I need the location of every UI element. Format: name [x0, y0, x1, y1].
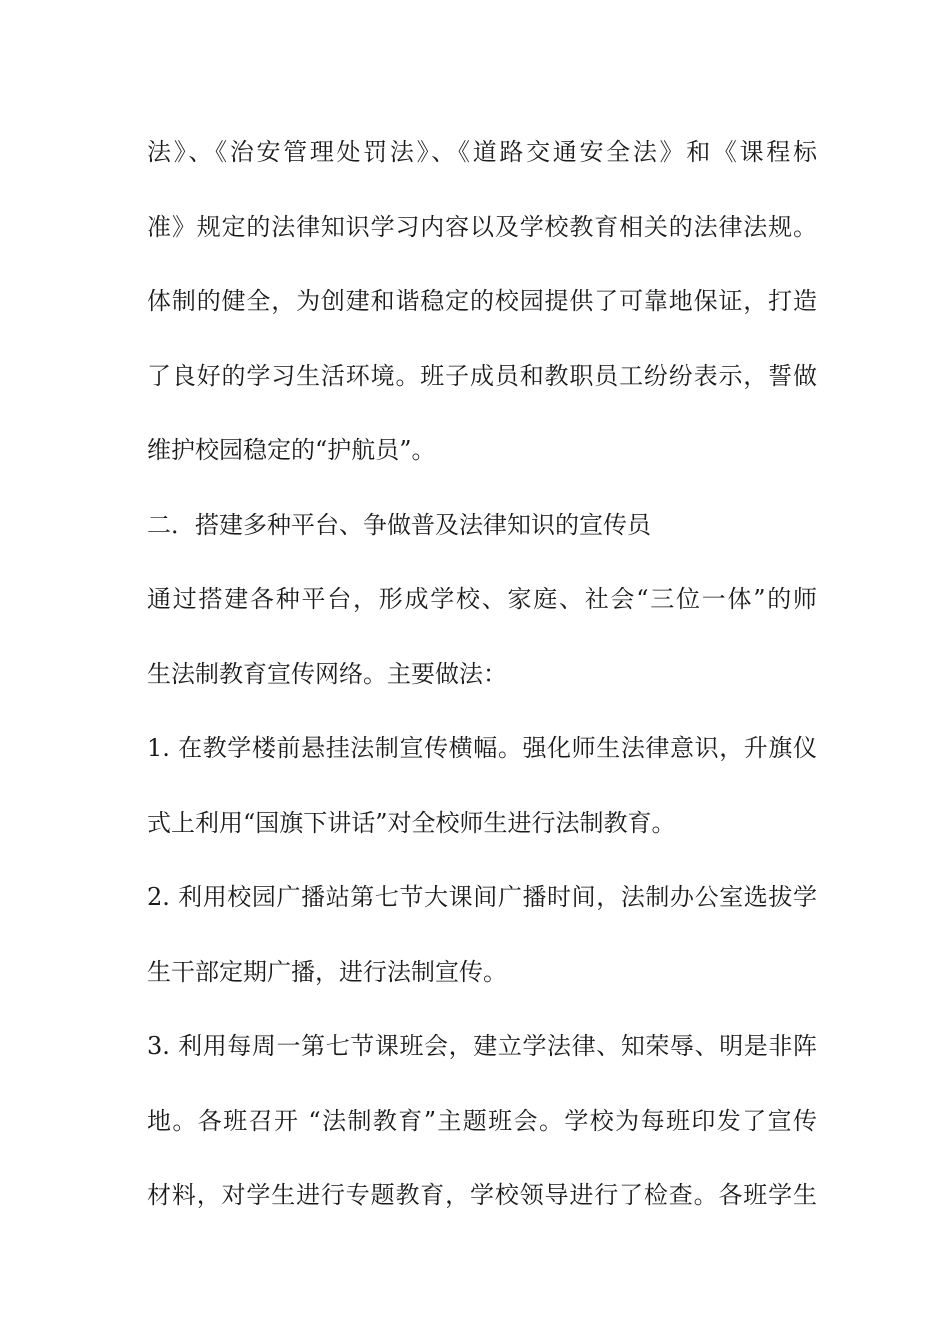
text-line: 材料，对学生进行专题教育，学校领导进行了检查。各班学生 — [147, 1181, 817, 1209]
text-line: 式上利用“国旗下讲话”对全校师生进行法制教育。 — [147, 809, 676, 837]
text-line: 法》、《治安管理处罚法》、《道路交通安全法》和《课程标 — [147, 138, 817, 166]
list-item-line: 2. 利用校园广播站第七节大课间广播时间，法制办公室选拔学 — [147, 883, 817, 911]
section-heading: 二．搭建多种平台、争做普及法律知识的宣传员 — [147, 511, 651, 539]
text-line: 准》规定的法律知识学习内容以及学校教育相关的法律法规。 — [147, 213, 817, 241]
text-line: 地。各班召开 “法制教育”主题班会。学校为每班印发了宣传 — [147, 1107, 817, 1135]
text-line: 生法制教育宣传网络。主要做法： — [147, 660, 507, 688]
text-line: 体制的健全，为创建和谐稳定的校园提供了可靠地保证，打造 — [147, 287, 817, 315]
text-line: 通过搭建各种平台，形成学校、家庭、社会“三位一体”的师 — [147, 585, 817, 613]
list-item-line: 1. 在教学楼前悬挂法制宣传横幅。强化师生法律意识，升旗仪 — [147, 734, 817, 762]
text-line: 了良好的学习生活环境。班子成员和教职员工纷纷表示，誓做 — [147, 362, 817, 390]
text-line: 生干部定期广播，进行法制宣传。 — [147, 958, 507, 986]
text-line: 维护校园稳定的“护航员”。 — [147, 436, 436, 464]
list-item-line: 3. 利用每周一第七节课班会，建立学法律、知荣辱、明是非阵 — [147, 1032, 817, 1060]
